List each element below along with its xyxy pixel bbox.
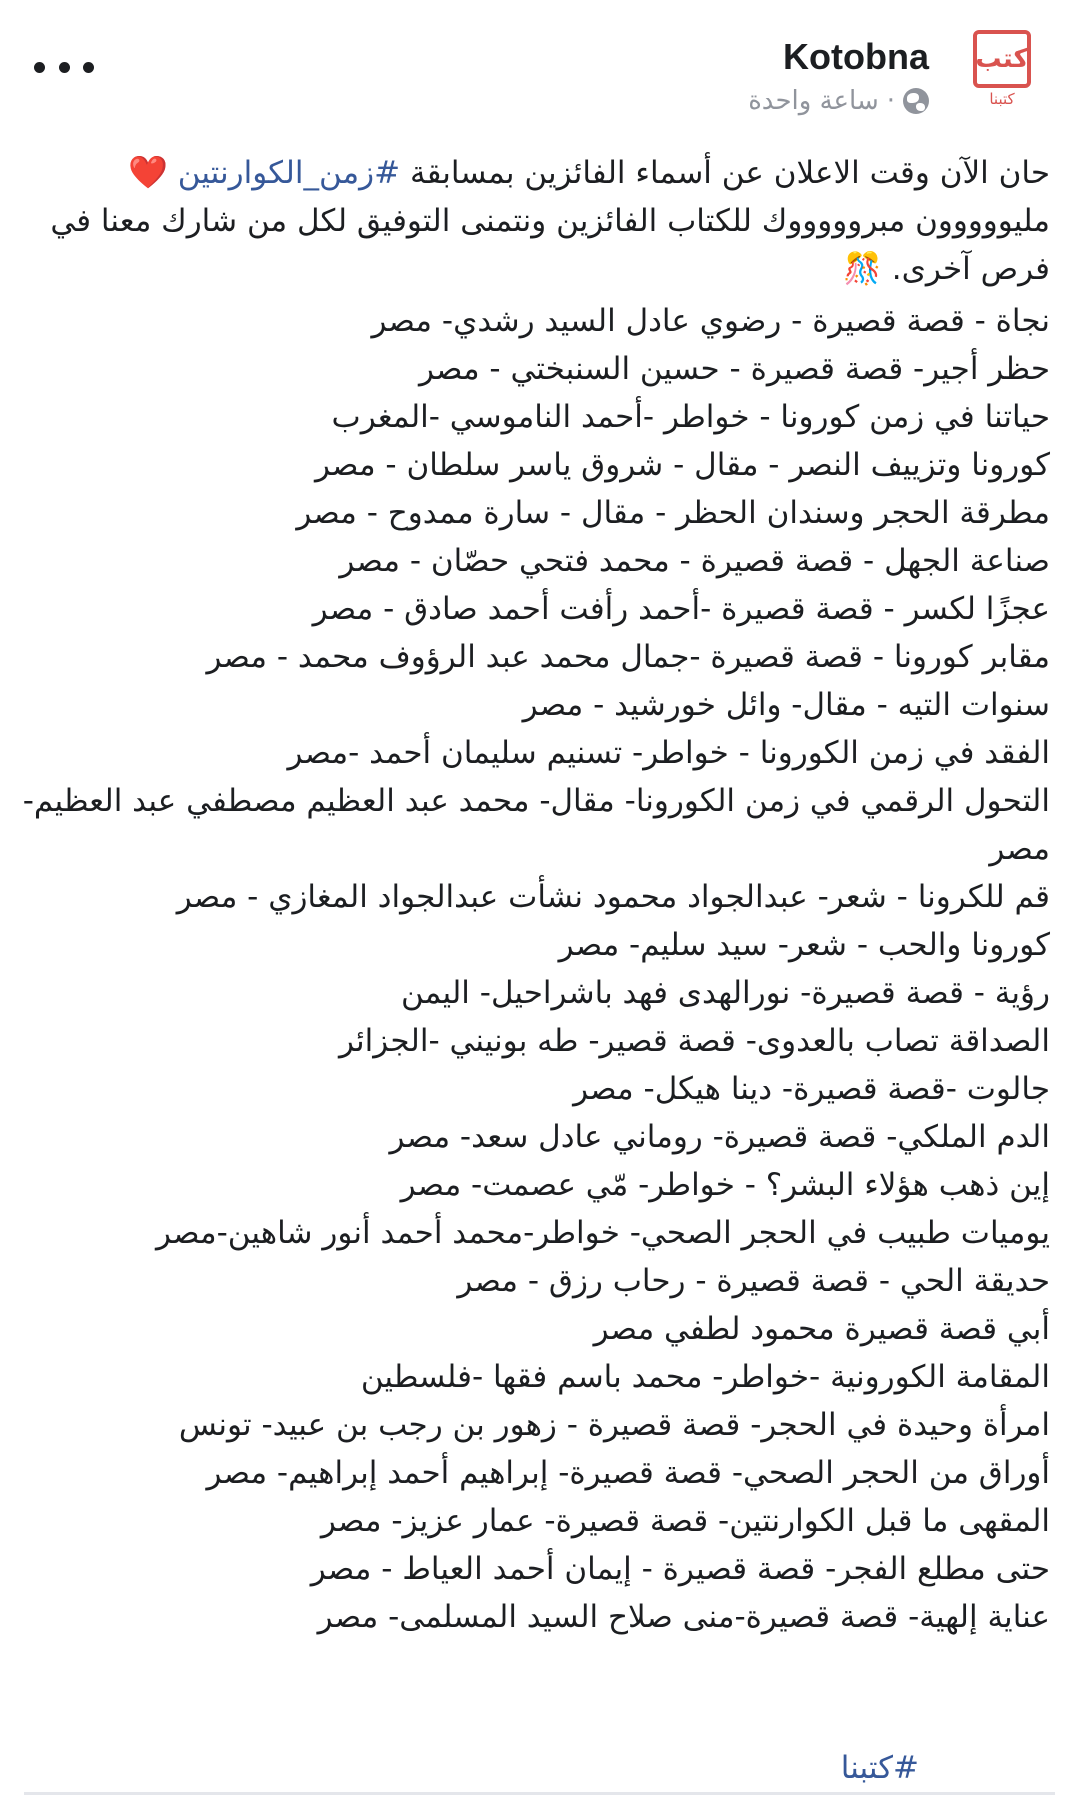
winner-row: كورونا والحب - شعر- سيد سليم- مصر xyxy=(558,927,1050,963)
winner-row: مقابر كورونا - قصة قصيرة -جمال محمد عبد الرؤوف محمد - مصر xyxy=(206,639,1050,675)
more-dot xyxy=(59,62,70,73)
post-meta xyxy=(748,86,929,116)
intro-text: حان الآن وقت الاعلان عن أسماء الفائزين بمسابقة xyxy=(400,155,1050,191)
logo-caption: كتبنا xyxy=(989,90,1015,108)
winner-row: التحول الرقمي في زمن الكورونا- مقال- محمد عبد العظيم مصطفي عبد العظيم- مصر xyxy=(22,783,1050,867)
globe-icon[interactable] xyxy=(903,88,929,114)
bottom-divider xyxy=(24,1792,1055,1795)
confetti-icon: 🎊 xyxy=(843,251,882,287)
page-avatar[interactable] xyxy=(968,30,1036,112)
winner-row: المقامة الكورونية -خواطر- محمد باسم فقها -فلسطين xyxy=(360,1359,1050,1395)
post-header xyxy=(0,0,1079,140)
winner-row: أوراق من الحجر الصحي- قصة قصيرة- إبراهيم أحمد إبراهيم- مصر xyxy=(206,1455,1050,1491)
winner-row: حتى مطلع الفجر- قصة قصيرة - إيمان أحمد العياط - مصر xyxy=(310,1551,1050,1587)
post-body xyxy=(20,148,1050,1641)
winner-row: إين ذهب هؤلاء البشر؟ - خواطر- مّي عصمت- مصر xyxy=(400,1167,1050,1203)
winner-row: عجزًا لكسر - قصة قصيرة -أحمد رأفت أحمد صادق - مصر xyxy=(312,591,1050,627)
logo-mark: كتب xyxy=(973,30,1031,88)
meta-separator: · xyxy=(886,86,895,116)
more-dot xyxy=(34,62,45,73)
winner-row: حديقة الحي - قصة قصيرة - رحاب رزق - مصر xyxy=(457,1263,1050,1299)
page-name-link[interactable]: Kotobna xyxy=(783,36,929,77)
post-time[interactable]: ساعة واحدة xyxy=(748,86,879,116)
winner-row: نجاة - قصة قصيرة - رضوي عادل السيد رشدي- مصر xyxy=(371,303,1050,339)
winner-row: أبي قصة قصيرة محمود لطفي مصر xyxy=(593,1311,1050,1347)
winner-row: مطرقة الحجر وسندان الحظر - مقال - سارة ممدوح - مصر xyxy=(296,495,1050,531)
winner-row: قم للكرونا - شعر- عبدالجواد محمود نشأت عبدالجواد المغازي - مصر xyxy=(176,879,1050,915)
winner-row: الصداقة تصاب بالعدوى- قصة قصير- طه بونيني -الجزائر xyxy=(338,1023,1050,1059)
more-dot xyxy=(83,62,94,73)
winner-row: يوميات طبيب في الحجر الصحي- خواطر-محمد أحمد أنور شاهين-مصر xyxy=(156,1215,1050,1251)
ellipsis-icon[interactable] xyxy=(34,52,94,82)
winner-row: عناية إلهية- قصة قصيرة-منى صلاح السيد المسلمى- مصر xyxy=(317,1599,1050,1635)
winner-row: الفقد في زمن الكورونا - خواطر- تسنيم سليمان أحمد -مصر xyxy=(287,735,1050,771)
congrats-text: مليووووون مبروووووك للكتاب الفائزين ونتمنى التوفيق لكل من شارك معنا في فرص آخرى. xyxy=(50,203,1050,287)
winner-row: جالوت -قصة قصيرة- دينا هيكل- مصر xyxy=(573,1071,1050,1107)
winners-list xyxy=(20,297,1050,1641)
winner-row: المقهى ما قبل الكوارنتين- قصة قصيرة- عمار عزيز- مصر xyxy=(320,1503,1050,1539)
intro-paragraph xyxy=(20,148,1050,293)
winner-row: حياتنا في زمن كورونا - خواطر -أحمد الناموسي -المغرب xyxy=(331,399,1050,435)
winner-row: رؤية - قصة قصيرة- نورالهدى فهد باشراحيل- اليمن xyxy=(400,975,1050,1011)
footer-hashtag[interactable]: #كتبنا xyxy=(840,1750,919,1786)
winner-row: كورونا وتزييف النصر - مقال - شروق ياسر سلطان - مصر xyxy=(314,447,1050,483)
winner-row: حظر أجير- قصة قصيرة - حسين السنبختي - مصر xyxy=(418,351,1050,387)
winner-row: سنوات التيه - مقال- وائل خورشيد - مصر xyxy=(522,687,1050,723)
winner-row: صناعة الجهل - قصة قصيرة - محمد فتحي حصّان - مصر xyxy=(339,543,1050,579)
winner-row: الدم الملكي- قصة قصيرة- روماني عادل سعد- مصر xyxy=(389,1119,1050,1155)
contest-hashtag[interactable]: #زمن_الكوارنتين xyxy=(177,155,401,191)
heart-icon: ❤️ xyxy=(128,153,168,191)
winner-row: امرأة وحيدة في الحجر- قصة قصيرة - زهور بن رجب بن عبيد- تونس xyxy=(178,1407,1050,1443)
